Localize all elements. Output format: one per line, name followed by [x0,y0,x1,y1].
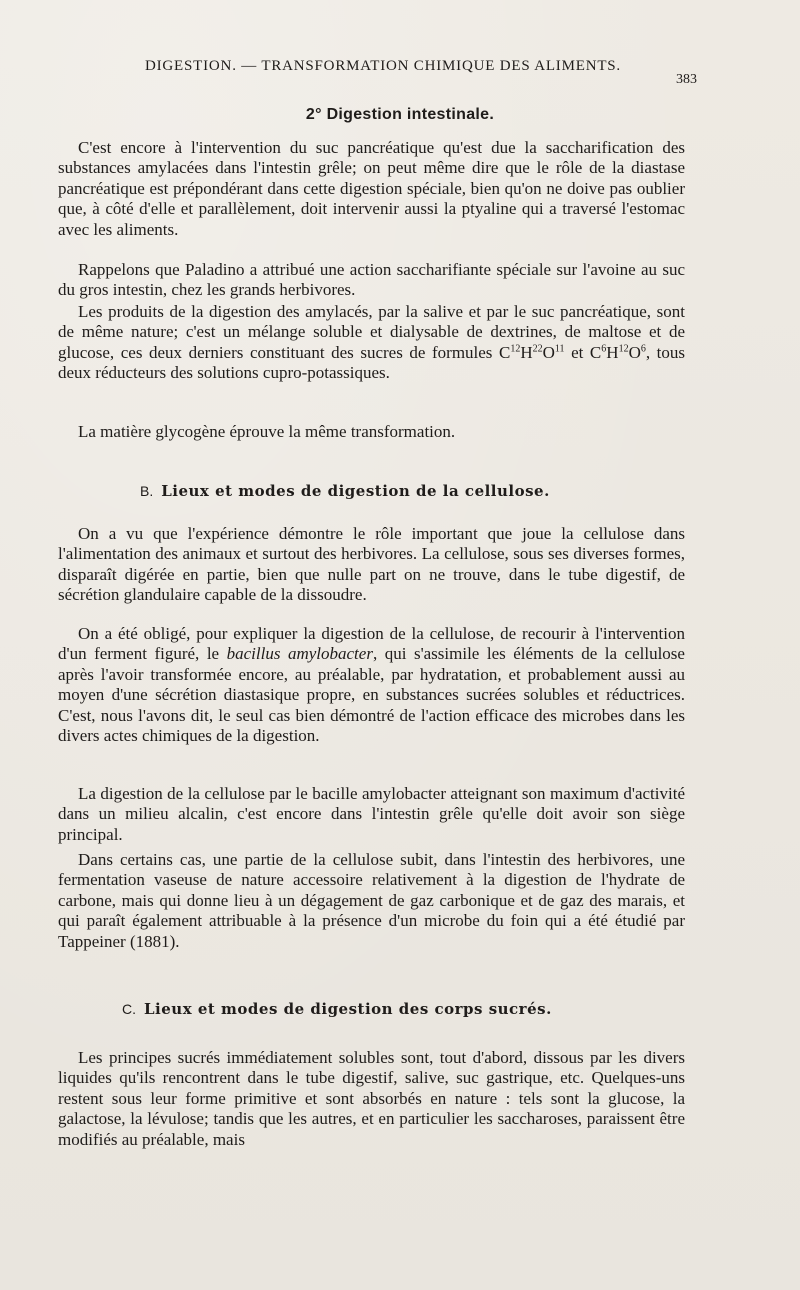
superscript: 11 [554,343,565,355]
text-run: Les produits de la digestion des amylacés, par la salive et par le suc pancréatique, sont de même nature; c'est un mélange soluble et dialysable de dextrines, de maltose et de glucose, ces deux derniers constituant des sucres de formules C [58,302,685,362]
paragraph-produits-digestion [58,302,685,384]
paragraph-bacillus [58,624,685,746]
text-run: O [628,342,641,362]
section-title: Lieux et modes de digestion de la cellulose. [161,482,550,500]
text-run: On a été obligé, pour expliquer la digestion de la cellulose, de recourir à l'intervention d'un ferment figuré, le [58,624,685,664]
italic-term: bacillus amylobacter [226,644,373,664]
text-run: H [520,342,533,362]
section-letter: B. [140,483,154,499]
paragraph-experience: On a vu que l'expérience démontre le rôle important que joue la cellulose dans l'alimentation des animaux et surtout des herbivores. La cellulose, sous ses diverses formes, disparaît digérée en partie, bien que nulle part on ne trouve, dans le tube digestif, de sécrétion glandulaire capable de la dissoudre. [58,524,685,605]
superscript: 22 [532,343,543,355]
paragraph-amylobacter: La digestion de la cellulose par le bacille amylobacter atteignant son maximum d'activité dans un milieu alcalin, c'est encore dans l'intestin grêle qu'elle doit avoir son siège principal. [58,784,685,844]
superscript: 12 [510,343,521,355]
text-run: O [542,342,555,362]
text-run: , tous deux réducteurs des solutions cupro-potassiques. [58,342,685,383]
superscript: 6 [601,343,607,355]
section-title: Lieux et modes de digestion des corps sucrés. [144,1000,552,1018]
superscript: 12 [618,343,629,355]
text-run: et C [564,342,602,362]
page-number: 383 [676,72,697,87]
heading-digestion-intestinale: 2° Digestion intestinale. [305,106,495,123]
running-head: DIGESTION. — TRANSFORMATION CHIMIQUE DES ALIMENTS. [145,58,621,74]
paragraph-paladino: Rappelons que Paladino a attribué une action saccharifiante spéciale sur l'avoine au suc du gros intestin, chez les grands herbivores. [58,260,685,300]
paragraph-fermentation: Dans certains cas, une partie de la cellulose subit, dans l'intestin des herbivores, une fermentation vaseuse de nature accessoire relativement à la digestion de l'hydrate de carbone, mais qui donne lieu à un dégagement de gaz carbonique et de gaz des marais, et qui paraît également attribuable à la présence d'un microbe du foin qui a été étudié par Tappeiner (1881). [58,850,685,951]
section-heading-corps-sucres [122,1000,552,1019]
paragraph-glycogene: La matière glycogène éprouve la même transformation. [78,422,456,441]
section-heading-cellulose [140,482,550,501]
section-letter: C. [122,1001,136,1017]
text-run: H [606,342,619,362]
paragraph-suc-pancreatique: C'est encore à l'intervention du suc pancréatique qu'est due la saccharification des substances amylacées dans l'intestin grêle; on peut même dire que le rôle de la diastase pancréatique est prépondérant dans cette digestion spéciale, bien qu'on ne doive pas oublier que, à côté d'elle et parallèlement, doit intervenir aussi la ptyaline qui a traversé l'estomac avec les aliments. [58,138,685,239]
text-run: , qui s'assimile les éléments de la cellulose après l'avoir transformée encore, au préalable, par hydratation, et probablement aussi au moyen d'une sécrétion diastasique propre, en substances sucrées solubles et réductrices. C'est, nous l'avons dit, le seul cas bien démontré de l'action efficace des microbes dans les divers actes chimiques de la digestion. [58,644,685,746]
paragraph-principes-sucres: Les principes sucrés immédiatement solubles sont, tout d'abord, dissous par les divers liquides qu'ils rencontrent dans le tube digestif, salive, suc gastrique, etc. Quelques-uns restent sous leur forme primitive et sont absorbés en nature : tels sont la glucose, la galactose, la lévulose; tandis que les autres, et en particulier les saccharoses, paraissent être modifiés au préalable, mais [58,1048,685,1149]
superscript: 6 [640,343,646,355]
